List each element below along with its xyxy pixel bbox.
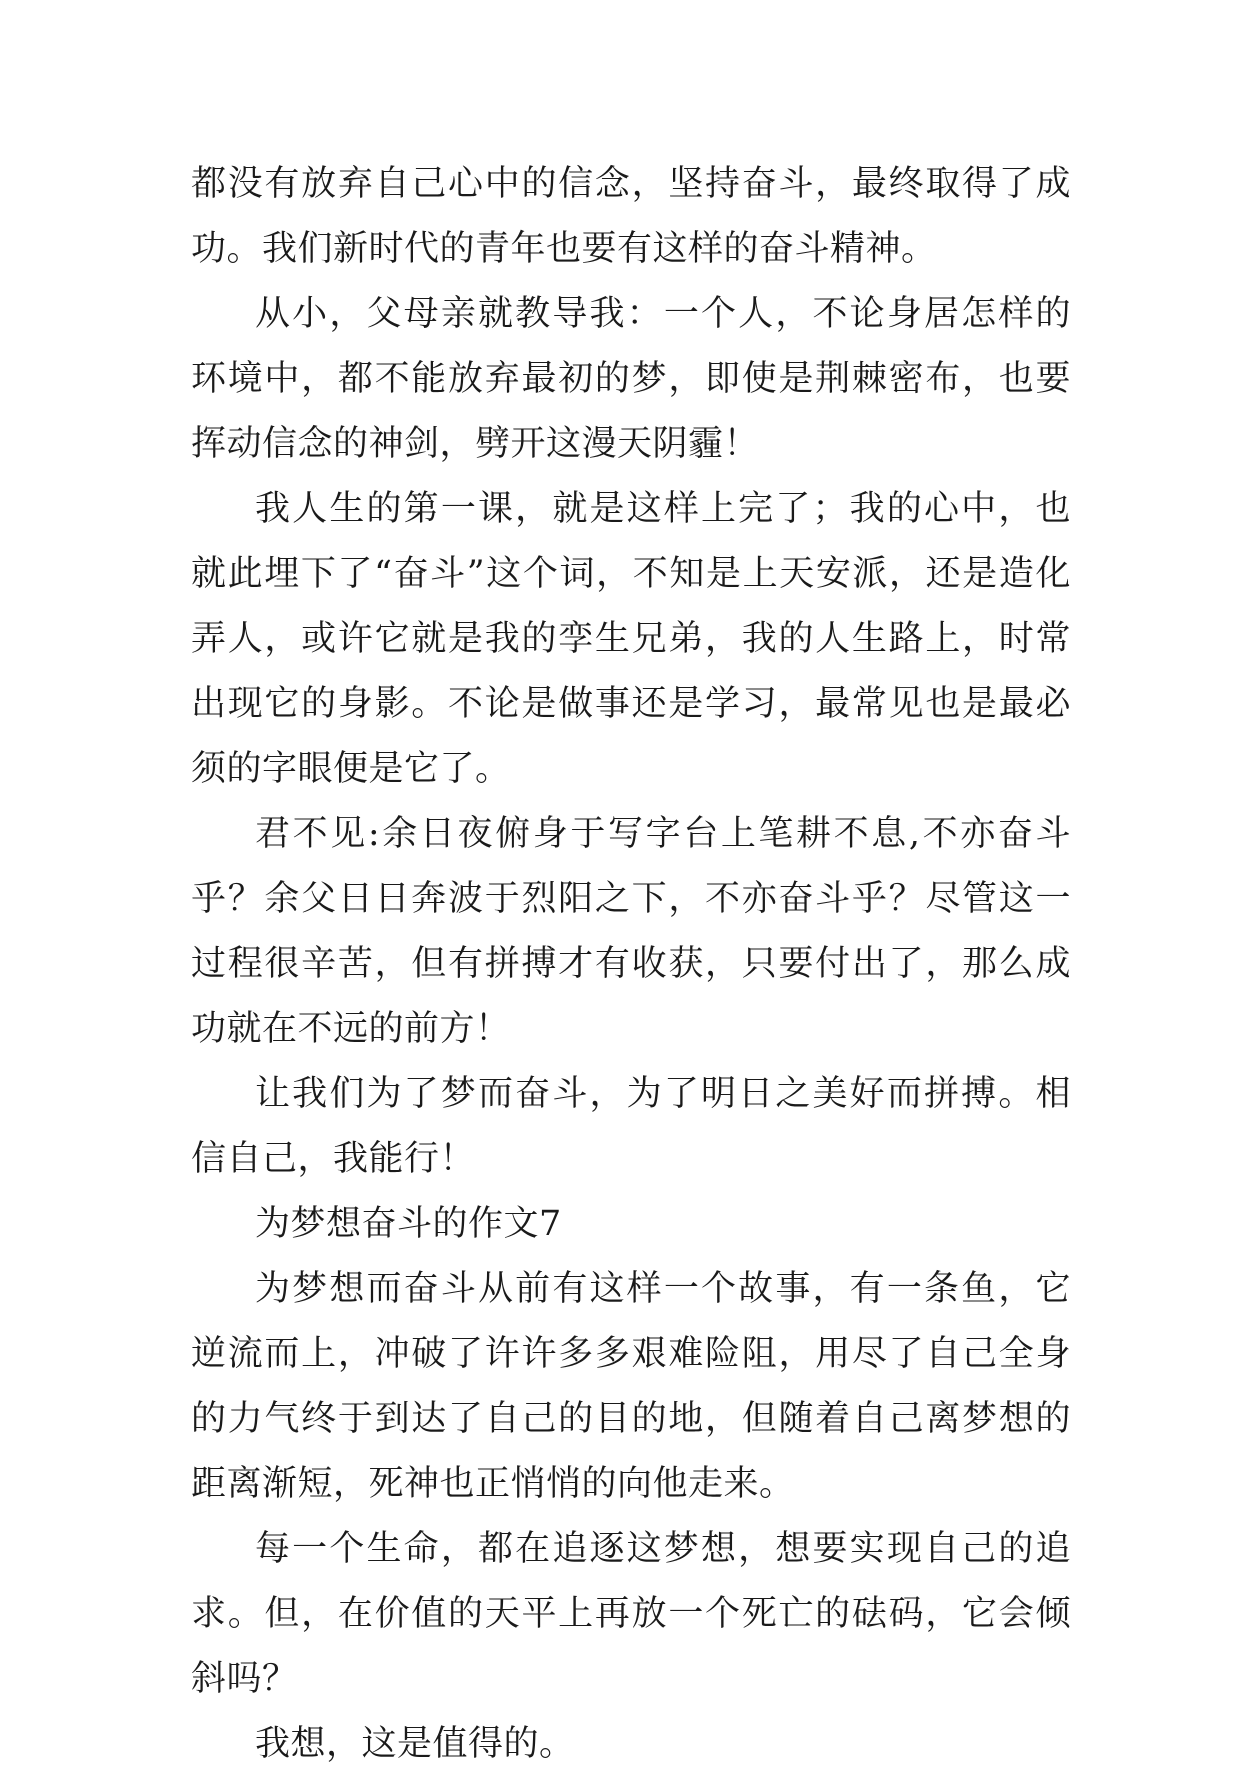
paragraph-4: 君不见:余日夜俯身于写字台上笔耕不息,不亦奋斗乎？余父日日奔波于烈阳之下，不亦奋斗乎？尽管这一过程很辛苦，但有拼搏才有收获，只要付出了，那么成功就在不远的前方！ [191,814,1071,1049]
document-body [191,152,1071,1777]
paragraph-1: 都没有放弃自己心中的信念，坚持奋斗，最终取得了成功。我们新时代的青年也要有这样的奋斗精神。 [191,164,1071,269]
section-heading: 为梦想奋斗的作文7 [255,1204,562,1244]
paragraph-2: 从小，父母亲就教导我：一个人，不论身居怎样的环境中，都不能放弃最初的梦，即使是荆棘密布，也要挥动信念的神剑，劈开这漫天阴霾！ [191,294,1071,464]
paragraph-7: 为梦想而奋斗从前有这样一个故事，有一条鱼，它逆流而上，冲破了许许多多艰难险阻，用尽了自己全身的力气终于到达了自己的目的地，但随着自己离梦想的距离渐短，死神也正悄悄的向他走来。 [191,1269,1071,1504]
paragraph-5: 让我们为了梦而奋斗，为了明日之美好而拼搏。相信自己，我能行！ [191,1074,1071,1179]
paragraph-3: 我人生的第一课，就是这样上完了；我的心中，也就此埋下了“奋斗”这个词，不知是上天安派，还是造化弄人，或许它就是我的孪生兄弟，我的人生路上，时常出现它的身影。不论是做事还是学习，最常见也是最必须的字眼便是它了。 [191,489,1071,789]
paragraph-9: 我想，这是值得的。 [255,1724,575,1764]
paragraph-8: 每一个生命，都在追逐这梦想，想要实现自己的追求。但，在价值的天平上再放一个死亡的砝码，它会倾斜吗？ [191,1529,1071,1699]
